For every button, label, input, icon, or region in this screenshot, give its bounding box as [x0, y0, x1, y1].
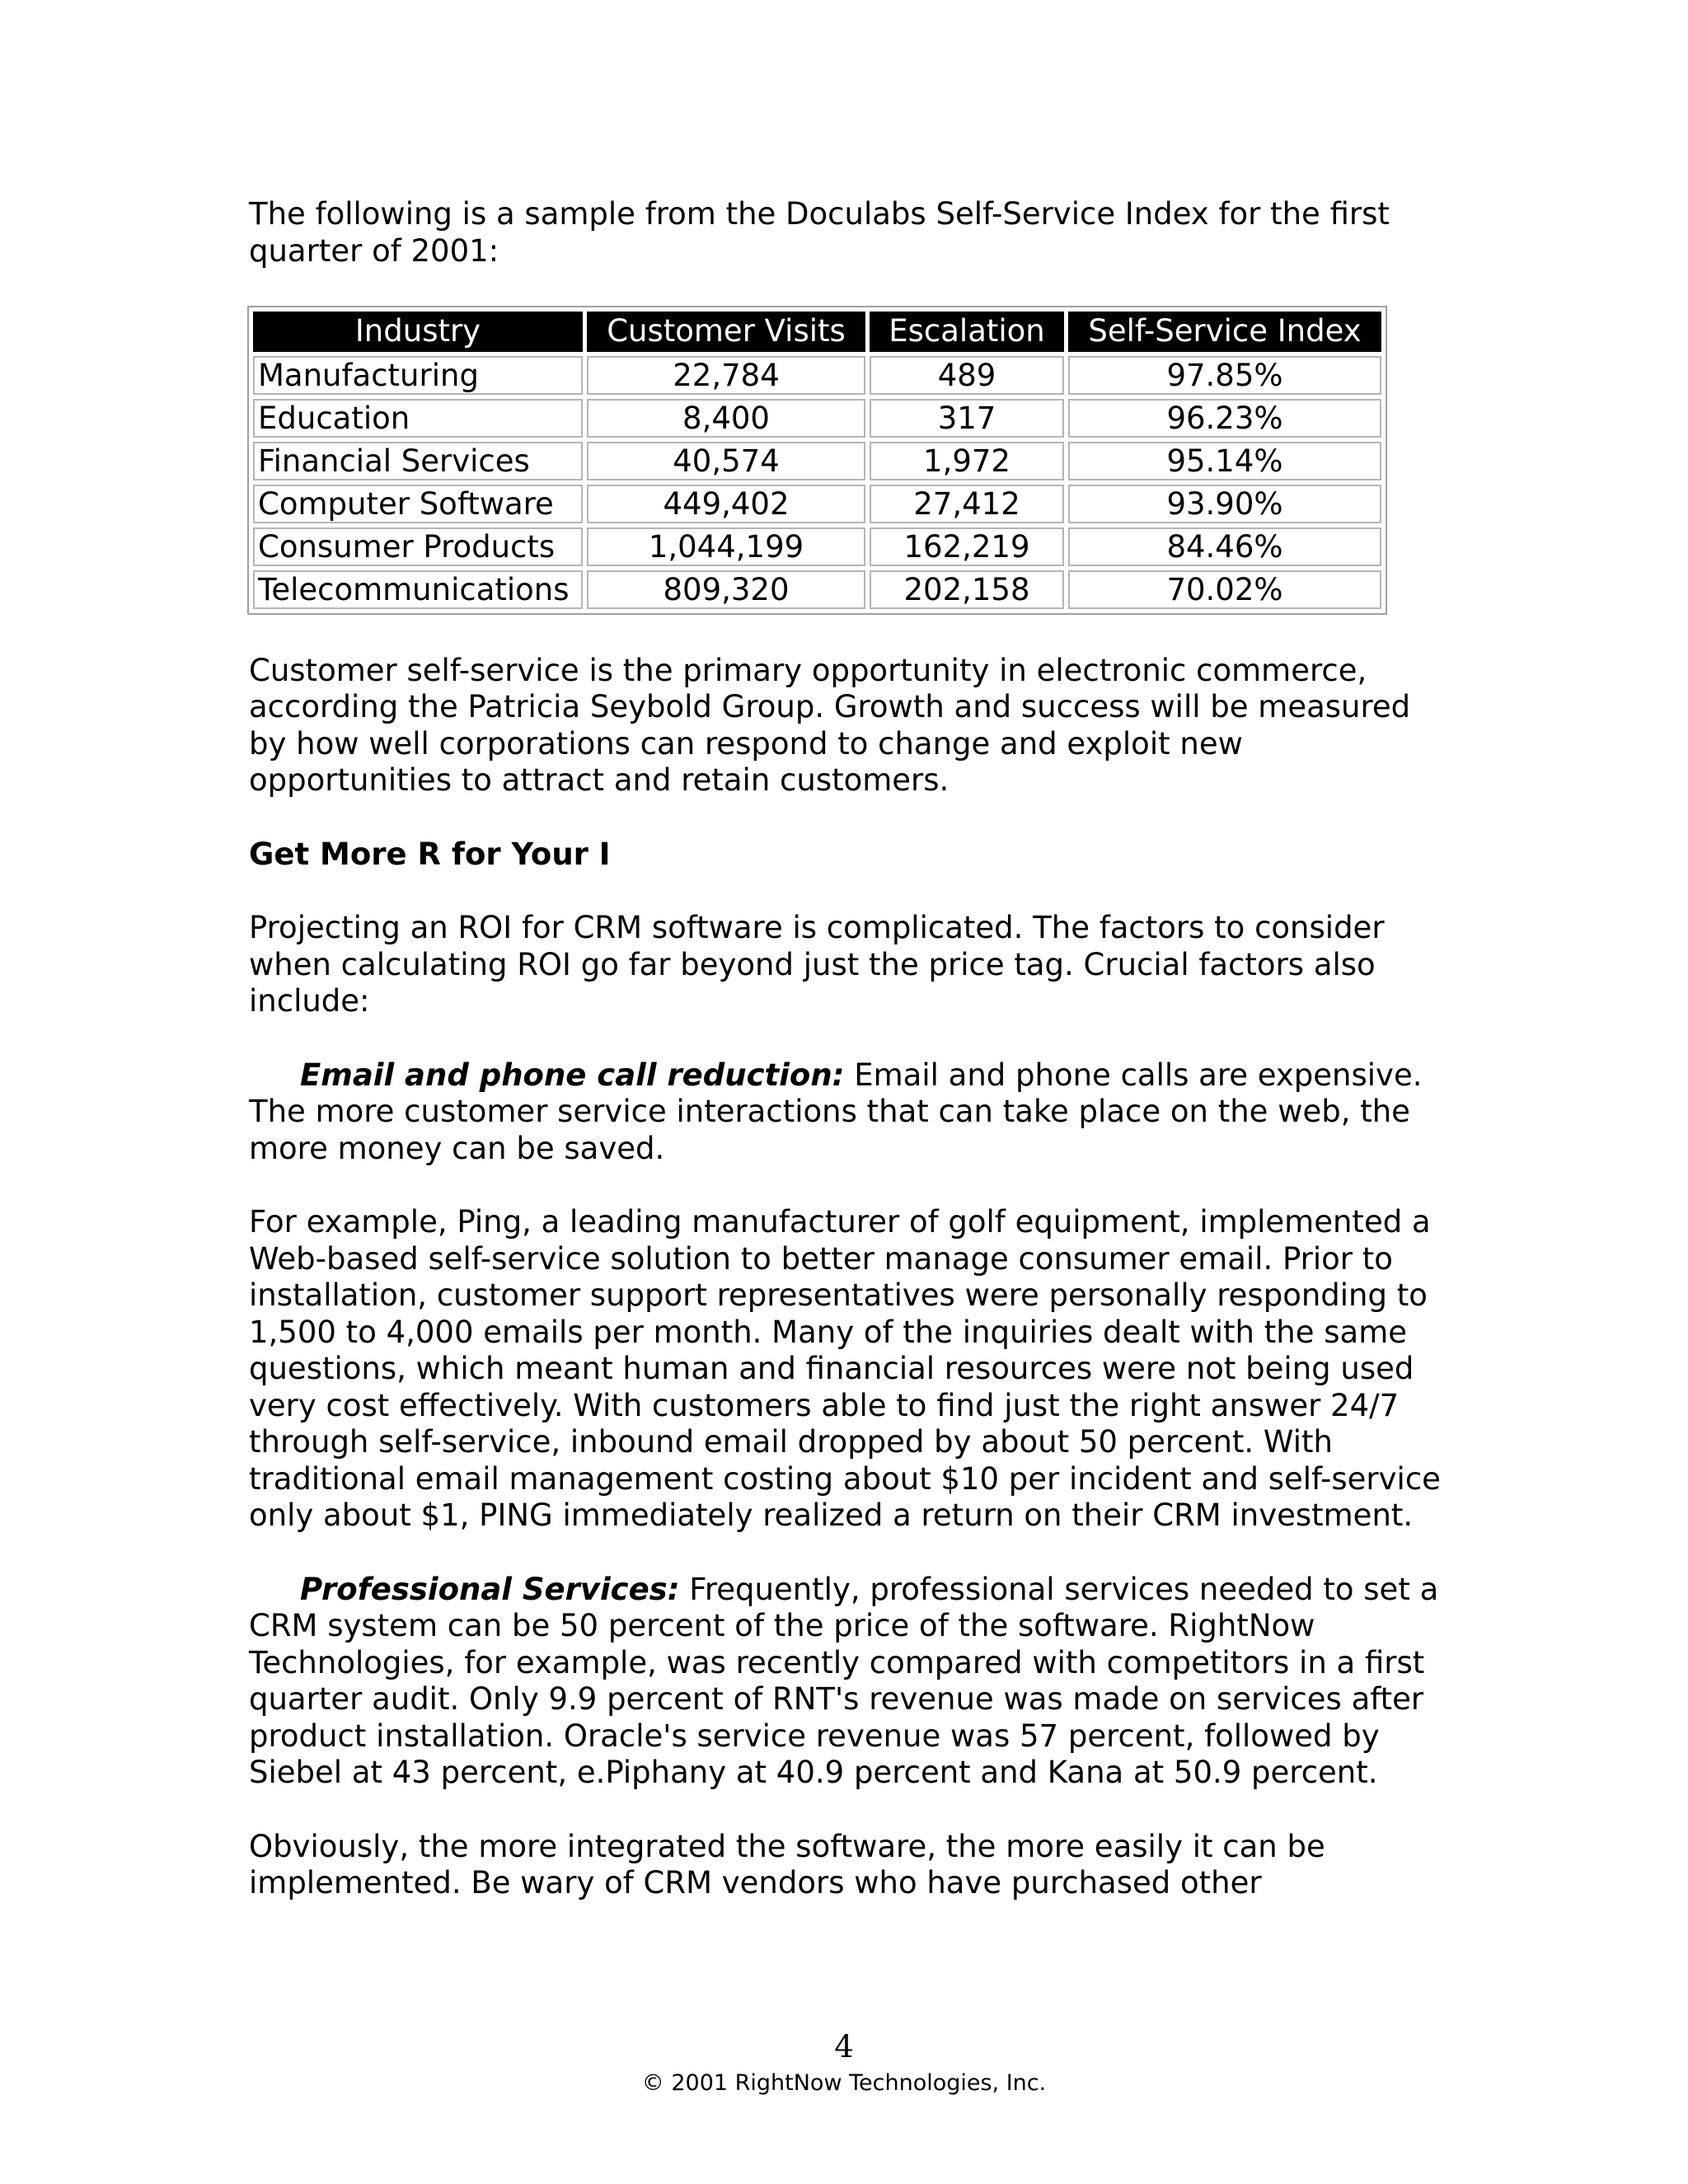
page-body [249, 196, 1452, 1939]
cell-customer-visits: 8,400 [587, 399, 865, 438]
cell-escalation: 162,219 [870, 527, 1064, 566]
cell-customer-visits: 449,402 [587, 485, 865, 523]
table-row [253, 399, 1381, 438]
email-reduction-text: Email and phone calls are expensive. The more customer service interactions that can take place on the web, the more money can be saved. [249, 1057, 1423, 1166]
cell-self-service-index: 70.02% [1068, 570, 1381, 609]
copyright-notice: © 2001 RightNow Technologies, Inc. [641, 2070, 1047, 2096]
intro-paragraph: The following is a sample from the Doculabs Self-Service Index for the first quarter of 2001: [249, 196, 1390, 269]
professional-services-text: Frequently, professional services needed to set a CRM system can be 50 percent of the price of the software. RightNow Technologies, for example, was recently compared with competitors in a first quarter audit. Only 9.9 percent of RNT's revenue was made on services after product installation. Oracle's service revenue was 57 percent, followed by Siebel at 43 percent, e.Piphany at 40.9 percent and Kana at 50.9 percent. [249, 1571, 1439, 1790]
email-reduction-lead: Email and phone call reduction: [300, 1057, 845, 1093]
cell-customer-visits: 809,320 [587, 570, 865, 609]
cell-self-service-index: 96.23% [1068, 399, 1381, 438]
cell-industry: Computer Software [253, 485, 583, 523]
self-service-index-table [247, 306, 1387, 615]
cell-self-service-index: 93.90% [1068, 485, 1381, 523]
cell-escalation: 317 [870, 399, 1064, 438]
professional-services-lead: Professional Services: [300, 1571, 680, 1607]
cell-customer-visits: 40,574 [587, 442, 865, 480]
page-number: 4 [834, 2029, 854, 2064]
integration-paragraph: Obviously, the more integrated the software, the more easily it can be implemented. Be wary of CRM vendors who have purchased other [249, 1828, 1325, 1900]
cell-industry: Manufacturing [253, 356, 583, 395]
section-heading: Get More R for Your I [249, 836, 611, 872]
header-self-service-index: Self-Service Index [1068, 312, 1381, 352]
cell-industry: Telecommunications [253, 570, 583, 609]
table-row [253, 570, 1381, 609]
cell-customer-visits: 22,784 [587, 356, 865, 395]
table-header-row [253, 312, 1381, 352]
professional-services-paragraph [249, 1572, 1452, 1792]
header-industry: Industry [253, 312, 583, 352]
table-row [253, 485, 1381, 523]
table-row [253, 527, 1381, 566]
cell-escalation: 1,972 [870, 442, 1064, 480]
cell-industry: Consumer Products [253, 527, 583, 566]
cell-industry: Education [253, 399, 583, 438]
cell-industry: Financial Services [253, 442, 583, 480]
header-customer-visits: Customer Visits [587, 312, 865, 352]
table-row [253, 356, 1381, 395]
roi-paragraph: Projecting an ROI for CRM software is complicated. The factors to consider when calculating ROI go far beyond just the price tag. Crucial factors also include: [249, 910, 1385, 1019]
ping-example-paragraph: For example, Ping, a leading manufacturer of golf equipment, implemented a Web-based self-service solution to better manage consumer email. Prior to installation, customer support representatives were personally responding to 1,500 to 4,000 emails per month. Many of the inquiries dealt with the same questions, which meant human and financial resources were not being used very cost effectively. With customers able to find just the right answer 24/7 through self-service, inbound email dropped by about 50 percent. With traditional email management costing about $10 per incident and self-service only about $1, PING immediately realized a return on their CRM investment. [249, 1204, 1441, 1533]
cell-escalation: 202,158 [870, 570, 1064, 609]
cell-escalation: 27,412 [870, 485, 1064, 523]
table-row [253, 442, 1381, 480]
cell-customer-visits: 1,044,199 [587, 527, 865, 566]
cell-self-service-index: 84.46% [1068, 527, 1381, 566]
self-service-paragraph: Customer self-service is the primary opportunity in electronic commerce, according the Patricia Seybold Group. Growth and success will be measured by how well corporations can respond to change and exploit new opportunities to attract and retain customers. [249, 652, 1411, 798]
cell-escalation: 489 [870, 356, 1064, 395]
header-escalation: Escalation [870, 312, 1064, 352]
cell-self-service-index: 95.14% [1068, 442, 1381, 480]
email-reduction-paragraph [249, 1057, 1452, 1168]
cell-self-service-index: 97.85% [1068, 356, 1381, 395]
